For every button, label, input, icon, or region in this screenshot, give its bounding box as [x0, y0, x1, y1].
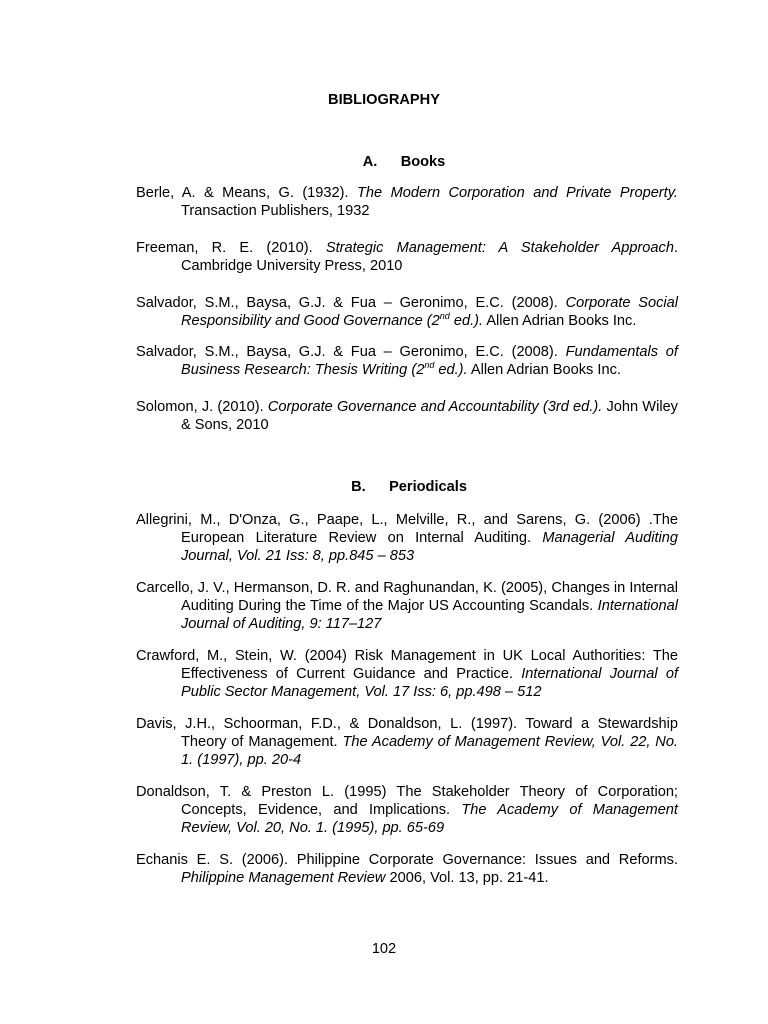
section-heading-periodicals: [25, 479, 768, 495]
section-title: Books: [400, 154, 446, 170]
section-title: Periodicals: [389, 479, 467, 495]
bibliography-entry: Freeman, R. E. (2010). Strategic Management: A Stakeholder Approach. Cambridge University Press, 2010: [136, 240, 678, 274]
page-number: 102: [371, 941, 397, 957]
periodicals-list: [136, 511, 678, 887]
bibliography-entry: Carcello, J. V., Hermanson, D. R. and Raghunandan, K. (2005), Changes in Internal Auditing During the Time of the Major US Accounting Scandals. International Journal of Auditing, 9: 117–127: [136, 580, 678, 632]
section-letter: A.: [362, 154, 378, 170]
page-title: BIBLIOGRAPHY: [328, 92, 440, 108]
bibliography-entry: Donaldson, T. & Preston L. (1995) The Stakeholder Theory of Corporation; Concepts, Evidence, and Implications. The Academy of Management Review, Vol. 20, No. 1. (1995), pp. 65-69: [136, 784, 678, 836]
bibliography-entry: Allegrini, M., D'Onza, G., Paape, L., Melville, R., and Sarens, G. (2006) .The European Literature Review on Internal Auditing. Managerial Auditing Journal, Vol. 21 Iss: 8, pp.845 – 853: [136, 512, 678, 564]
bibliography-entry: Salvador, S.M., Baysa, G.J. & Fua – Geronimo, E.C. (2008). Fundamentals of Business Research: Thesis Writing (2nd ed.). Allen Adrian Books Inc.: [136, 344, 678, 378]
bibliography-entry: Davis, J.H., Schoorman, F.D., & Donaldson, L. (1997). Toward a Stewardship Theory of Management. The Academy of Management Review, Vol. 22, No. 1. (1997), pp. 20-4: [136, 716, 678, 768]
bibliography-entry: Crawford, M., Stein, W. (2004) Risk Management in UK Local Authorities: The Effectiveness of Current Guidance and Practice. International Journal of Public Sector Management, Vol. 17 Iss: 6, pp.498 – 512: [136, 648, 678, 700]
bibliography-entry: Solomon, J. (2010). Corporate Governance and Accountability (3rd ed.). John Wiley & Sons, 2010: [136, 399, 678, 433]
books-list: [136, 184, 678, 434]
bibliography-entry: Salvador, S.M., Baysa, G.J. & Fua – Geronimo, E.C. (2008). Corporate Social Responsibility and Good Governance (2nd ed.). Allen Adrian Books Inc.: [136, 295, 678, 329]
section-heading-books: [20, 154, 768, 170]
bibliography-entry: Berle, A. & Means, G. (1932). The Modern Corporation and Private Property. Transaction Publishers, 1932: [136, 185, 678, 219]
bibliography-entry: Echanis E. S. (2006). Philippine Corporate Governance: Issues and Reforms. Philippine Management Review 2006, Vol. 13, pp. 21-41.: [136, 852, 678, 886]
section-letter: B.: [351, 479, 366, 495]
